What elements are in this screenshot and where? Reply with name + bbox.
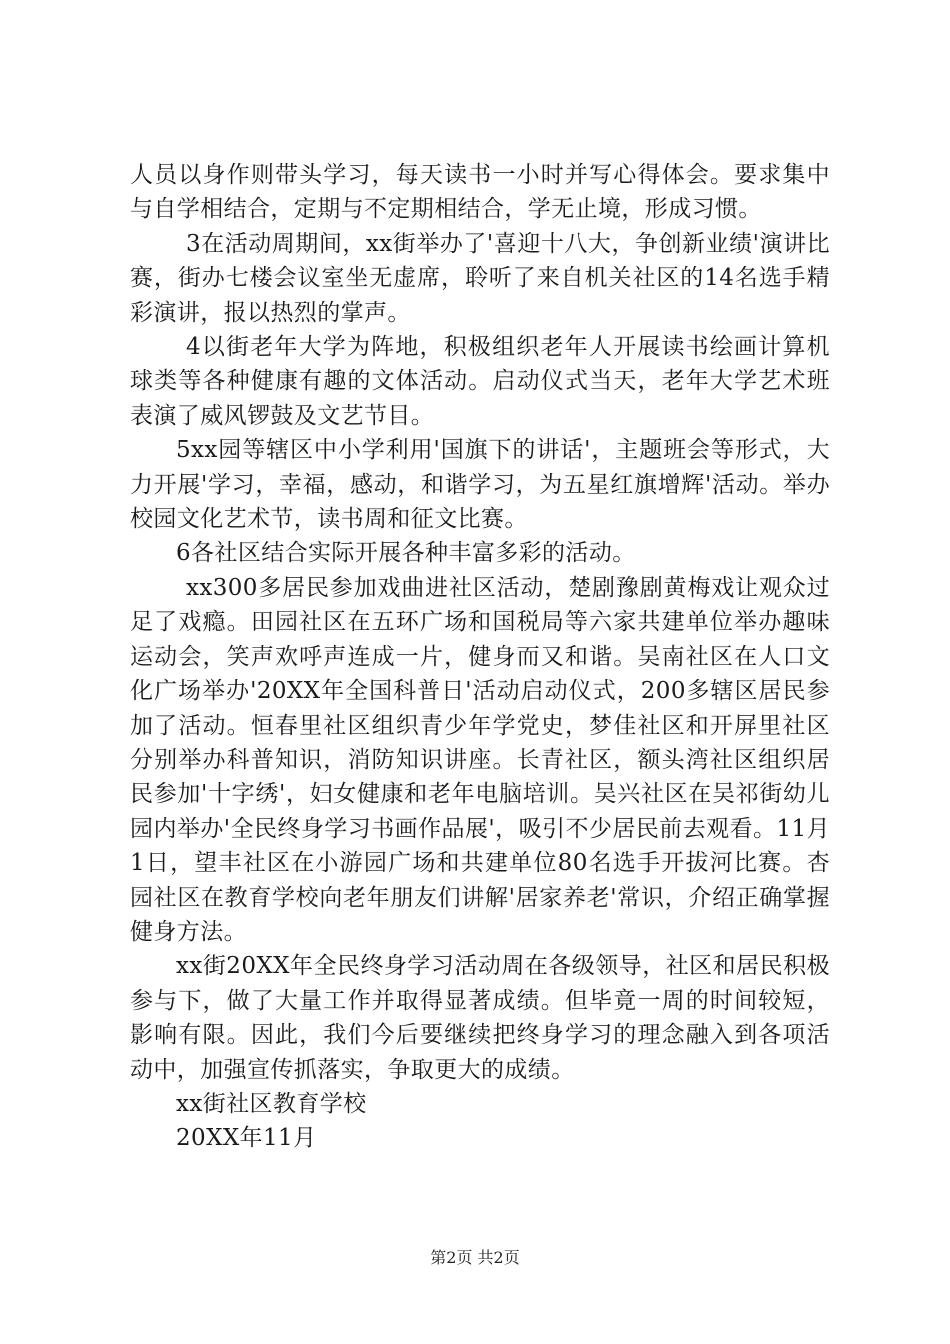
paragraph-item-4: 4以街老年大学为阵地，积极组织老年人开展读书绘画计算机球类等各种健康有趣的文体活动。启动仪式当天，老年大学艺术班表演了威风锣鼓及文艺节目。 [130, 334, 830, 429]
paragraph-community-activities: xx300多居民参加戏曲进社区活动，楚剧豫剧黄梅戏让观众过足了戏瘾。田园社区在五环广场和国税局等六家共建单位举办趣味运动会，笑声欢呼声连成一片，健身而又和谐。吴南社区在人口文化广场举办'20XX年全国科普日'活动启动仪式，200多辖区居民参加了活动。恒春里社区组织青少年学党史，梦佳社区和开屏里社区分别举办科普知识，消防知识讲座。长青社区，额头湾社区组织居民参加'十字绣'，妇女健康和老年电脑培训。吴兴社区在吴祁街幼儿园内举办'全民终身学习书画作品展'，吸引不少居民前去观看。11月1日，望丰社区在小游园广场和共建单位80名选手开拔河比赛。杏园社区在教育学校向老年朋友们讲解'居家养老'常识，介绍正确掌握健身方法。 [130, 574, 830, 945]
signature-organization: xx街社区教育学校 [176, 1090, 367, 1117]
document-body [130, 158, 830, 1156]
paragraph-summary: xx街20XX年全民终身学习活动周在各级领导，社区和居民积极参与下，做了大量工作并取得显著成绩。但毕竟一周的时间较短，影响有限。因此，我们今后要继续把终身学习的理念融入到各项活动中，加强宣传抓落实，争取更大的成绩。 [130, 953, 830, 1083]
page-footer: 第2页 共2页 [430, 1248, 520, 1267]
paragraph-item-5: 5xx园等辖区中小学利用'国旗下的讲话'，主题班会等形式，大力开展'学习，幸福，感动，和谐学习，为五星红旗增辉'活动。举办校园文化艺术节，读书周和征文比赛。 [130, 437, 830, 533]
paragraph-continuation: 人员以身作则带头学习，每天读书一小时并写心得体会。要求集中与自学相结合，定期与不定期相结合，学无止境，形成习惯。 [130, 162, 830, 223]
paragraph-item-3: 3在活动周期间，xx街举办了'喜迎十八大，争创新业绩'演讲比赛，街办七楼会议室坐无虚席，聆听了来自机关社区的14名选手精彩演讲，报以热烈的掌声。 [130, 230, 830, 326]
signature-date: 20XX年11月 [176, 1125, 317, 1152]
paragraph-item-6: 6各社区结合实际开展各种丰富多彩的活动。 [176, 540, 636, 567]
